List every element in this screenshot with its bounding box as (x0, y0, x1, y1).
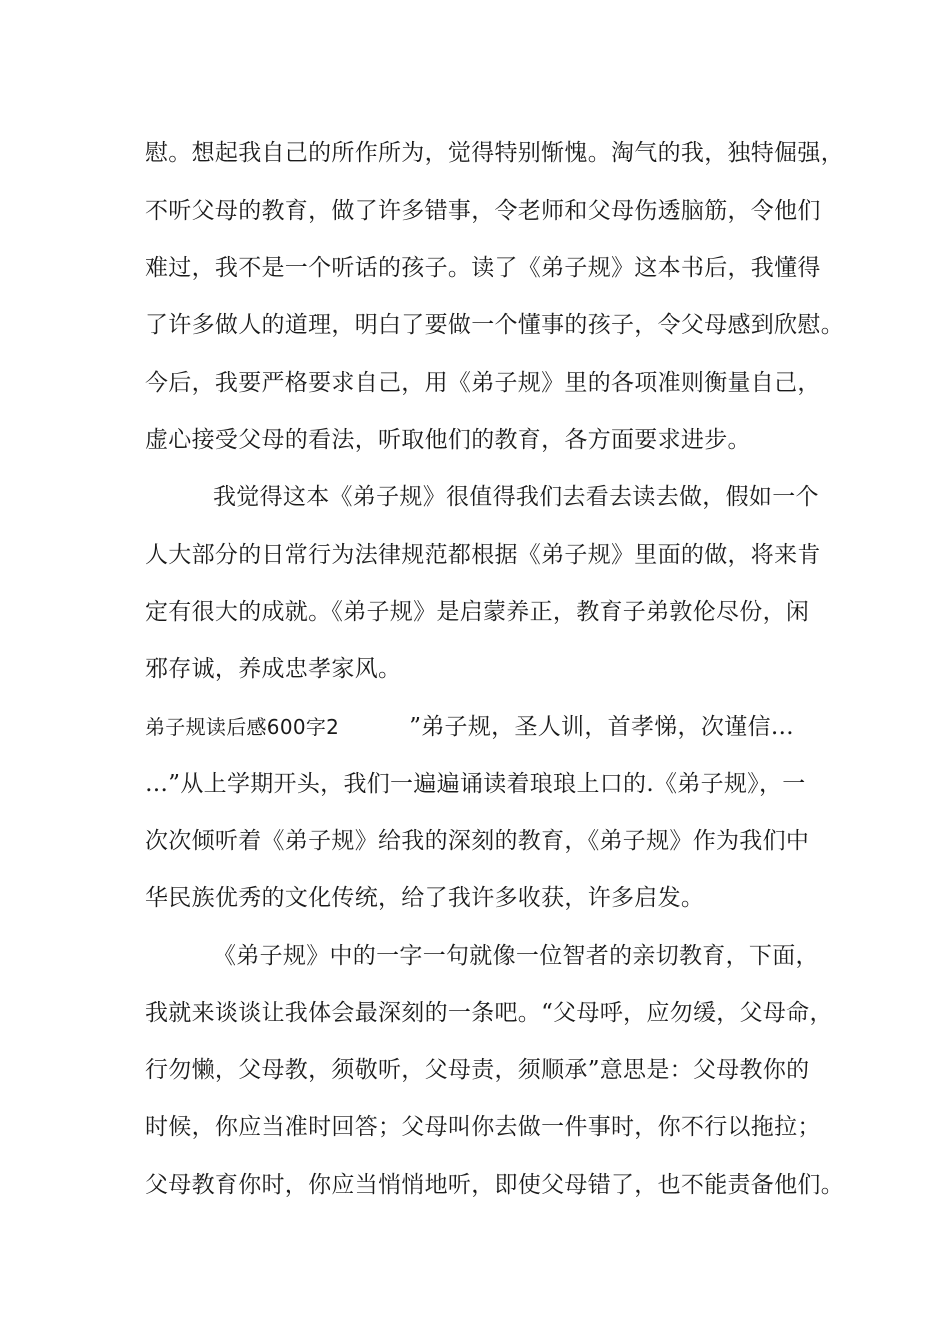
text-line: 人大部分的日常行为法律规范都根据《弟子规》里面的做，将来肯 (145, 542, 821, 568)
text-line: 行勿懒，父母教，须敬听，父母责，须顺承”意思是：父母教你的 (145, 1057, 810, 1083)
text-line: 父母教育你时，你应当悄悄地听，即使父母错了，也不能责备他们。 (145, 1172, 844, 1198)
text-line: 邪存诚，养成忠孝家风。 (145, 656, 402, 682)
text-line: 难过，我不是一个听话的孩子。读了《弟子规》这本书后，我懂得 (145, 255, 821, 281)
paragraph-first-line: 我觉得这本《弟子规》很值得我们去看去读去做，假如一个 (213, 484, 819, 510)
text-line: 不听父母的教育，做了许多错事，令老师和父母伤透脑筋，令他们 (145, 198, 821, 224)
text-line: 我就来谈谈让我体会最深刻的一条吧。“父母呼，应勿缓，父母命， (145, 1000, 833, 1026)
text-line: 虚心接受父母的看法，听取他们的教育，各方面要求进步。 (145, 427, 751, 453)
heading-line-text: ”弟子规，圣人训，首孝悌，次谨信… (409, 714, 795, 740)
text-line: 了许多做人的道理，明白了要做一个懂事的孩子，令父母感到欣慰。 (145, 312, 844, 338)
text-line: …”从上学期开头，我们一遍遍诵读着琅琅上口的.《弟子规》，一 (145, 771, 806, 797)
text-line: 时候，你应当准时回答；父母叫你去做一件事时，你不行以拖拉； (145, 1114, 821, 1140)
text-line: 华民族优秀的文化传统，给了我许多收获，许多启发。 (145, 885, 705, 911)
paragraph-first-line: 《弟子规》中的一字一句就像一位智者的亲切教育，下面， (213, 943, 819, 969)
text-line: 今后，我要严格要求自己，用《弟子规》里的各项准则衡量自己， (145, 370, 821, 396)
section-heading-line (145, 712, 835, 742)
section-heading: 弟子规读后感600字2 (145, 715, 340, 739)
text-line: 慰。想起我自己的所作所为，觉得特别惭愧。淘气的我，独特倔强， (145, 140, 844, 166)
text-line: 次次倾听着《弟子规》给我的深刻的教育，《弟子规》作为我们中 (145, 828, 810, 854)
text-line: 定有很大的成就。《弟子规》是启蒙养正，教育子弟敦伦尽份，闲 (145, 599, 810, 625)
